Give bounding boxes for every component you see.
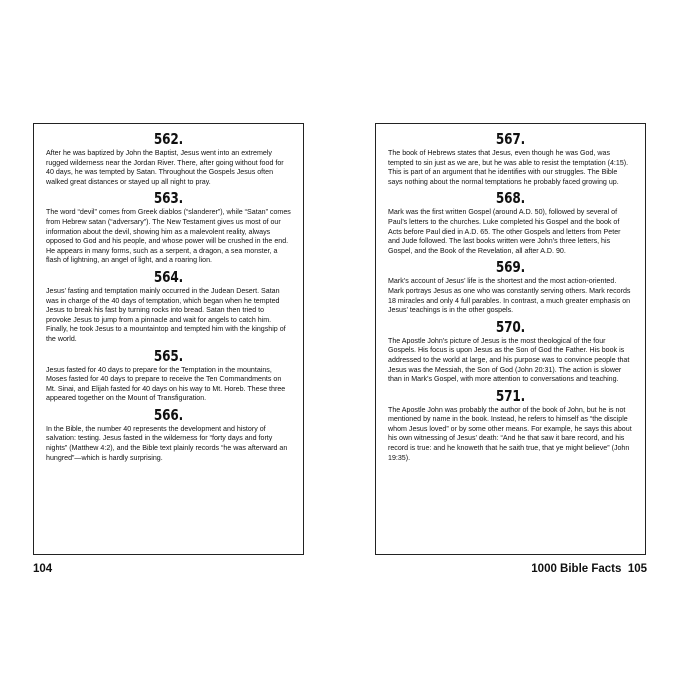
- fact-number: 570.: [495, 317, 526, 336]
- fact-566: [46, 406, 291, 463]
- fact-text: The Apostle John was probably the author of the book of John, but he is not mentioned by name in the book. Instead, he refers to himself as “the disciple whom Jesus loved” or by some other means. For example, he says this about his own witnessing of Jesus’ death: “And he that saw it bare record, and his record is true: and he knoweth that he saith true, that ye might believe” (John 19:35).: [388, 405, 632, 462]
- fact-number: 567.: [495, 130, 526, 148]
- fact-text: The book of Hebrews states that Jesus, even though he was God, was tempted to sin just as we are, but he was able to resist the temptation (4:15). This is part of an argument that he identifies with our struggles. The Bible says nothing about the normal temptations he probably faced growing up.: [388, 149, 629, 186]
- right-page-text-box: [375, 123, 646, 555]
- right-page-number: 105: [627, 563, 647, 575]
- left-page-text-box: [33, 123, 304, 555]
- fact-number: 564.: [153, 267, 184, 286]
- fact-570: [388, 318, 633, 385]
- fact-571: [388, 387, 633, 464]
- running-title: 1000 Bible Facts: [531, 563, 622, 575]
- fact-563: [46, 189, 291, 266]
- fact-number: 562.: [153, 130, 184, 148]
- fact-number: 568.: [495, 189, 526, 208]
- fact-569: [388, 258, 633, 315]
- fact-number: 566.: [153, 405, 184, 424]
- fact-number: 569.: [495, 258, 526, 277]
- fact-text: After he was baptized by John the Baptist, Jesus went into an extremely rugged wilderness near the Jordan River. There, after going without food for 40 days, he was tempted by Satan. Throughout the Gospels Jesus often walked great distances or stayed up all night to pray.: [46, 149, 284, 186]
- fact-number: 563.: [153, 189, 184, 208]
- fact-text: The word “devil” comes from Greek diablos (“slanderer”), while “Satan” comes from Hebrew satan (“adversary”). The New Testament gives us most of our information about the devil, showing him as a malevolent reality, always opposed to God and his people, and whose power will be crushed in the end. He appears in many forms, such as a serpent, a dragon, a sea monster, a flash of lightning, an angel of light, and a roaring lion.: [46, 208, 291, 265]
- fact-562: [46, 130, 291, 187]
- fact-text: Jesus fasted for 40 days to prepare for the Temptation in the mountains, Moses fasted for 40 days to prepare to receive the Ten Commandments on Mt. Sinai, and Elijah fasted for 40 days on his way to Mt. Horeb. These three appeared together on the Mount of Transfiguration.: [46, 365, 286, 403]
- fact-text: The Apostle John’s picture of Jesus is the most theological of the four Gospels. His focus is upon Jesus as the Son of God the Father. His book is addressed to the world at large, and his purpose was to convince people that Jesus was the Messiah, the Son of God (John 20:31). The action is slower than in Mark’s Gospel, with more attention to conversations and teaching.: [388, 336, 630, 384]
- fact-text: Jesus’ fasting and temptation mainly occurred in the Judean Desert. Satan was in charge of the 40 days of temptation, which began when he tempted Jesus to break his fast by turning rocks into bread. Satan then tried to provoke Jesus to jump from a pinnacle and wait for angels to catch him. Finally, he took Jesus to a mountaintop and tempted him with the kingship of the world.: [46, 286, 286, 343]
- fact-564: [46, 268, 291, 345]
- fact-text: Mark was the first written Gospel (around A.D. 50), followed by several of Paul’s letters to the churches. Luke completed his Gospel and the book of Acts before Paul died in A.D. 65. The other Gospels and letters from Peter and Jude followed. The last books written were John’s three letters, his Gospel, and the Book of the Revelation, all after A.D. 90.: [388, 208, 621, 255]
- fact-number: 565.: [153, 346, 184, 365]
- fact-text: In the Bible, the number 40 represents the development and history of salvation: testing. Jesus fasted in the wilderness for “forty days and forty nights” (Matthew 4:2), and the Bible text plainly records “he was afterward an hungred”—which is hardly surprising.: [46, 424, 288, 462]
- fact-568: [388, 189, 633, 256]
- fact-565: [46, 347, 291, 404]
- fact-567: [388, 130, 633, 187]
- right-page-footer: [531, 562, 647, 576]
- left-page-number: 104: [33, 563, 53, 575]
- fact-number: 571.: [495, 386, 526, 405]
- fact-text: Mark’s account of Jesus’ life is the shortest and the most action-oriented. Mark portrays Jesus as one who was constantly serving others. Mark records 18 miracles and only 4 full parables. In contrast, a much greater emphasis on Jesus’ teachings is in the other gospels.: [388, 277, 631, 315]
